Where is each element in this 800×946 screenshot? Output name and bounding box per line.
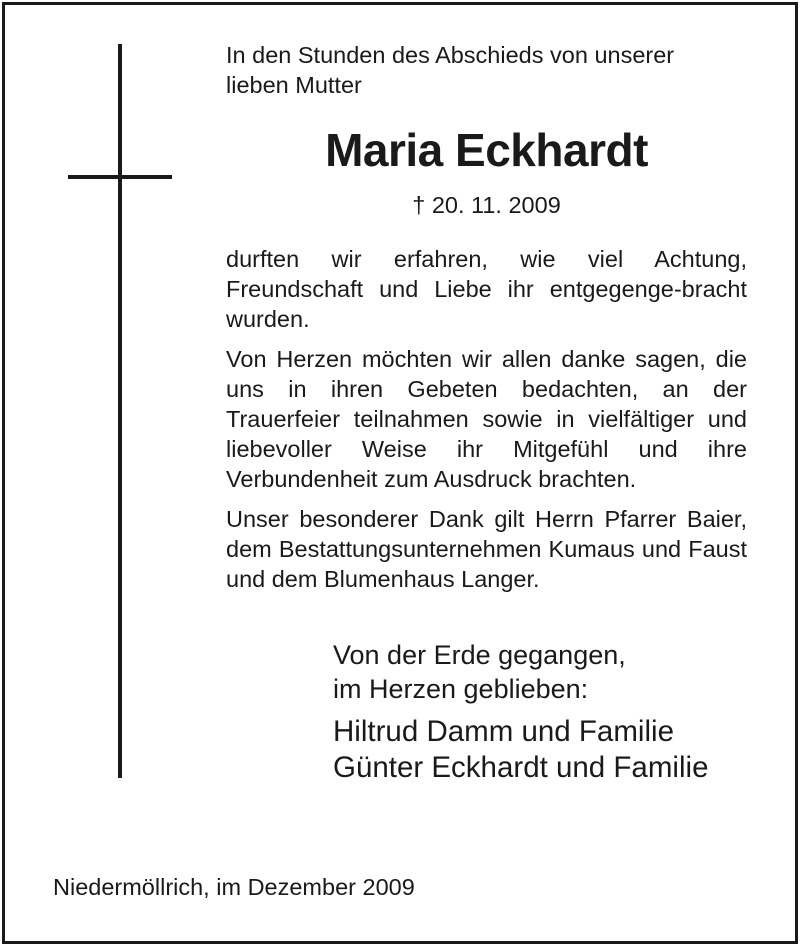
mourners-list [333, 714, 708, 786]
body-text [226, 244, 747, 604]
mourner-family: Hiltrud Damm und Familie [333, 715, 674, 748]
intro-line: lieben Mutter [226, 72, 362, 98]
closing-line: Von der Erde gegangen, [333, 640, 626, 670]
mourner-family: Günter Eckhardt und Familie [333, 751, 709, 784]
cross-icon [118, 44, 122, 778]
place-date: Niedermöllrich, im Dezember 2009 [53, 874, 415, 900]
paragraph: durften wir erfahren, wie viel Achtung, Freundschaft und Liebe ihr entgegenge-bracht wurden. [226, 246, 747, 332]
paragraph: Von Herzen möchten wir allen danke sagen, die uns in ihren Gebeten bedachten, an der Trauerfeier teilnahmen sowie in vielfältiger und liebevoller Weise ihr Mitgefühl und ihre Verbundenheit zum Ausdruck brachten. [226, 346, 747, 492]
paragraph: Unser besonderer Dank gilt Herrn Pfarrer Baier, dem Bestattungsunternehmen Kumaus und Faust und dem Blumenhaus Langer. [226, 506, 747, 592]
intro-line: In den Stunden des Abschieds von unserer [226, 42, 675, 68]
cross-icon-bar [68, 175, 172, 179]
intro-text [226, 40, 747, 100]
death-date: † 20. 11. 2009 [412, 192, 561, 218]
closing-phrase [333, 638, 626, 706]
deceased-name: Maria Eckhardt [325, 124, 648, 176]
closing-line: im Herzen geblieben: [333, 674, 589, 704]
